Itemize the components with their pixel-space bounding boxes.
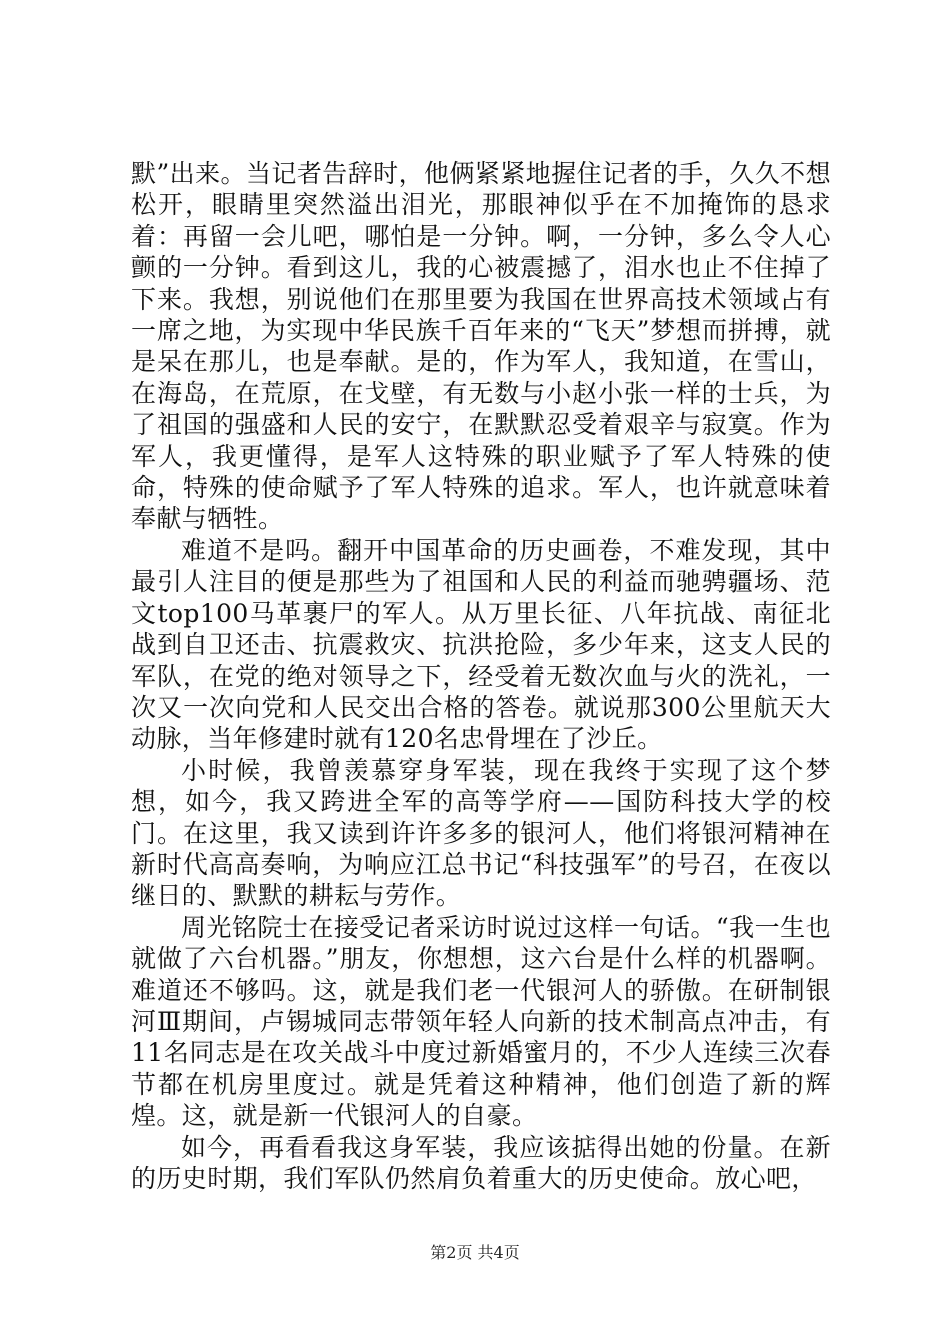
paragraph-continued: 默”出来。当记者告辞时，他俩紧紧地握住记者的手，久久不想松开，眼睛里突然溢出泪光，那眼神似乎在不加掩饰的恳求着：再留一会儿吧，哪怕是一分钟。啊，一分钟，多么令人心颤的一分钟。看到这儿，我的心被震撼了，泪水也止不住掉了下来。我想，别说他们在那里要为我国在世界高技术领域占有一席之地，为实现中华民族千百年来的“飞天”梦想而拼搏，就是呆在那儿，也是奉献。是的，作为军人，我知道，在雪山，在海岛，在荒原，在戈壁，有无数与小赵小张一样的士兵，为了祖国的强盛和人民的安宁，在默默忍受着艰辛与寂寞。作为军人，我更懂得，是军人这特殊的职业赋予了军人特殊的使命，特殊的使命赋予了军人特殊的追求。军人，也许就意味着奉献与牺牲。	[131, 159, 831, 534]
paragraph: 周光铭院士在接受记者采访时说过这样一句话。“我一生也就做了六台机器。”朋友，你想想，这六台是什么样的机器啊。难道还不够吗。这，就是我们老一代银河人的骄傲。在研制银河Ⅲ期间，卢锡城同志带领年轻人向新的技术制高点冲击，有11名同志是在攻关战斗中度过新婚蜜月的，不少人连续三次春节都在机房里度过。就是凭着这种精神，他们创造了新的辉煌。这，就是新一代银河人的自豪。	[131, 912, 831, 1131]
page-number-footer: 第2页 共4页	[430, 1243, 520, 1262]
paragraph: 如今，再看看我这身军装，我应该掂得出她的份量。在新的历史时期，我们军队仍然肩负着重大的历史使命。放心吧，	[131, 1132, 831, 1193]
paragraph: 难道不是吗。翻开中国革命的历史画卷，不难发现，其中最引人注目的便是那些为了祖国和人民的利益而驰骋疆场、范文top100马革裹尸的军人。从万里长征、八年抗战、南征北战到自卫还击、抗震救灾、抗洪抢险，多少年来，这支人民的军队，在党的绝对领导之下，经受着无数次血与火的洗礼，一次又一次向党和人民交出合格的答卷。就说那300公里航天大动脉，当年修建时就有120名忠骨埋在了沙丘。	[131, 535, 831, 754]
paragraph: 小时候，我曾羡慕穿身军装，现在我终于实现了这个梦想，如今，我又跨进全军的高等学府——国防科技大学的校门。在这里，我又读到许许多多的银河人，他们将银河精神在新时代高高奏响，为响应江总书记“科技强军”的号召，在夜以继日的、默默的耕耘与劳作。	[131, 755, 831, 911]
document-body	[131, 158, 831, 1194]
